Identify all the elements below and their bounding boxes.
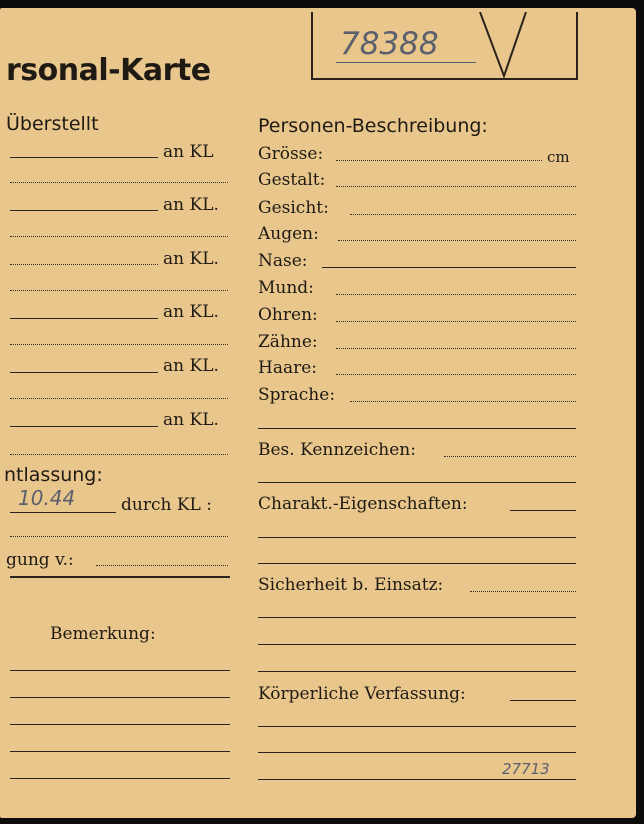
line-gesicht xyxy=(350,214,576,215)
transfer-subline-3 xyxy=(10,290,228,291)
field-groesse: Grösse: xyxy=(258,144,324,164)
release-via-label: durch KL : xyxy=(121,495,212,515)
field-ohren: Ohren: xyxy=(258,305,318,325)
field-bes-kennzeichen: Bes. Kennzeichen: xyxy=(258,440,416,460)
field-haare: Haare: xyxy=(258,358,318,378)
line-bes-kennzeichen-2 xyxy=(258,482,576,483)
transfer-label-3: an KL. xyxy=(163,249,219,269)
line-charakt-2 xyxy=(258,537,576,538)
field-nase: Nase: xyxy=(258,251,308,271)
line-koerperlich-2 xyxy=(258,726,576,727)
remarks-line-5 xyxy=(10,778,230,779)
line-zaehne xyxy=(336,348,576,349)
remarks-line-3 xyxy=(10,724,230,725)
line-sprache-2 xyxy=(258,428,576,429)
left-divider xyxy=(10,576,230,578)
check-mark-icon xyxy=(478,12,574,78)
transfer-label-5: an KL. xyxy=(163,356,219,376)
remarks-label: Bemerkung: xyxy=(50,624,156,644)
field-augen: Augen: xyxy=(258,224,319,244)
line-sicherheit-2 xyxy=(258,617,576,618)
transfer-line-2 xyxy=(10,210,158,211)
line-charakt xyxy=(510,510,576,511)
line-groesse xyxy=(336,160,542,161)
release-date: 10.44 xyxy=(18,486,76,510)
gung-label: gung v.: xyxy=(6,550,74,570)
transfer-subline-1 xyxy=(10,182,228,183)
field-sprache: Sprache: xyxy=(258,385,336,405)
card-number: 78388 xyxy=(340,26,439,62)
transfer-label-1: an KL xyxy=(163,142,214,162)
line-koerperlich xyxy=(510,700,576,701)
transfer-subline-4 xyxy=(10,344,228,345)
release-header: ntlassung: xyxy=(4,464,103,486)
line-koerperlich-3 xyxy=(258,752,576,753)
line-sprache xyxy=(350,401,576,402)
line-sicherheit-4 xyxy=(258,671,576,672)
line-sicherheit xyxy=(470,591,576,592)
release-subline xyxy=(10,536,228,537)
gung-line xyxy=(96,565,228,566)
transfer-label-2: an KL. xyxy=(163,195,219,215)
transfer-header: Überstellt xyxy=(6,113,99,135)
field-gestalt: Gestalt: xyxy=(258,170,326,190)
transfer-subline-2 xyxy=(10,236,228,237)
field-zaehne: Zähne: xyxy=(258,332,318,352)
transfer-line-3 xyxy=(10,264,158,265)
line-haare xyxy=(336,374,576,375)
line-sicherheit-3 xyxy=(258,644,576,645)
line-koerperlich-4 xyxy=(258,779,576,780)
unit-cm: cm xyxy=(547,148,570,166)
line-bes-kennzeichen xyxy=(444,456,576,457)
field-koerperlich: Körperliche Verfassung: xyxy=(258,684,466,704)
card-title: rsonal-Karte xyxy=(6,53,211,88)
footer-number: 27713 xyxy=(502,760,550,778)
remarks-line-2 xyxy=(10,697,230,698)
transfer-label-6: an KL. xyxy=(163,410,219,430)
field-sicherheit: Sicherheit b. Einsatz: xyxy=(258,575,444,595)
description-header: Personen-Beschreibung: xyxy=(258,115,488,137)
transfer-line-5 xyxy=(10,372,158,373)
line-gestalt xyxy=(336,186,576,187)
field-charakt: Charakt.-Eigenschaften: xyxy=(258,494,468,514)
remarks-line-1 xyxy=(10,670,230,671)
line-mund xyxy=(336,294,576,295)
transfer-label-4: an KL. xyxy=(163,302,219,322)
transfer-subline-5 xyxy=(10,398,228,399)
field-mund: Mund: xyxy=(258,278,314,298)
transfer-subline-6 xyxy=(10,454,228,455)
remarks-line-4 xyxy=(10,751,230,752)
transfer-line-1 xyxy=(10,157,158,158)
line-nase xyxy=(322,267,576,268)
line-augen xyxy=(338,240,576,241)
transfer-line-6 xyxy=(10,426,158,427)
transfer-line-4 xyxy=(10,318,158,319)
line-ohren xyxy=(336,321,576,322)
number-underline xyxy=(336,62,476,63)
release-date-line xyxy=(10,512,116,513)
line-charakt-3 xyxy=(258,563,576,564)
field-gesicht: Gesicht: xyxy=(258,198,329,218)
